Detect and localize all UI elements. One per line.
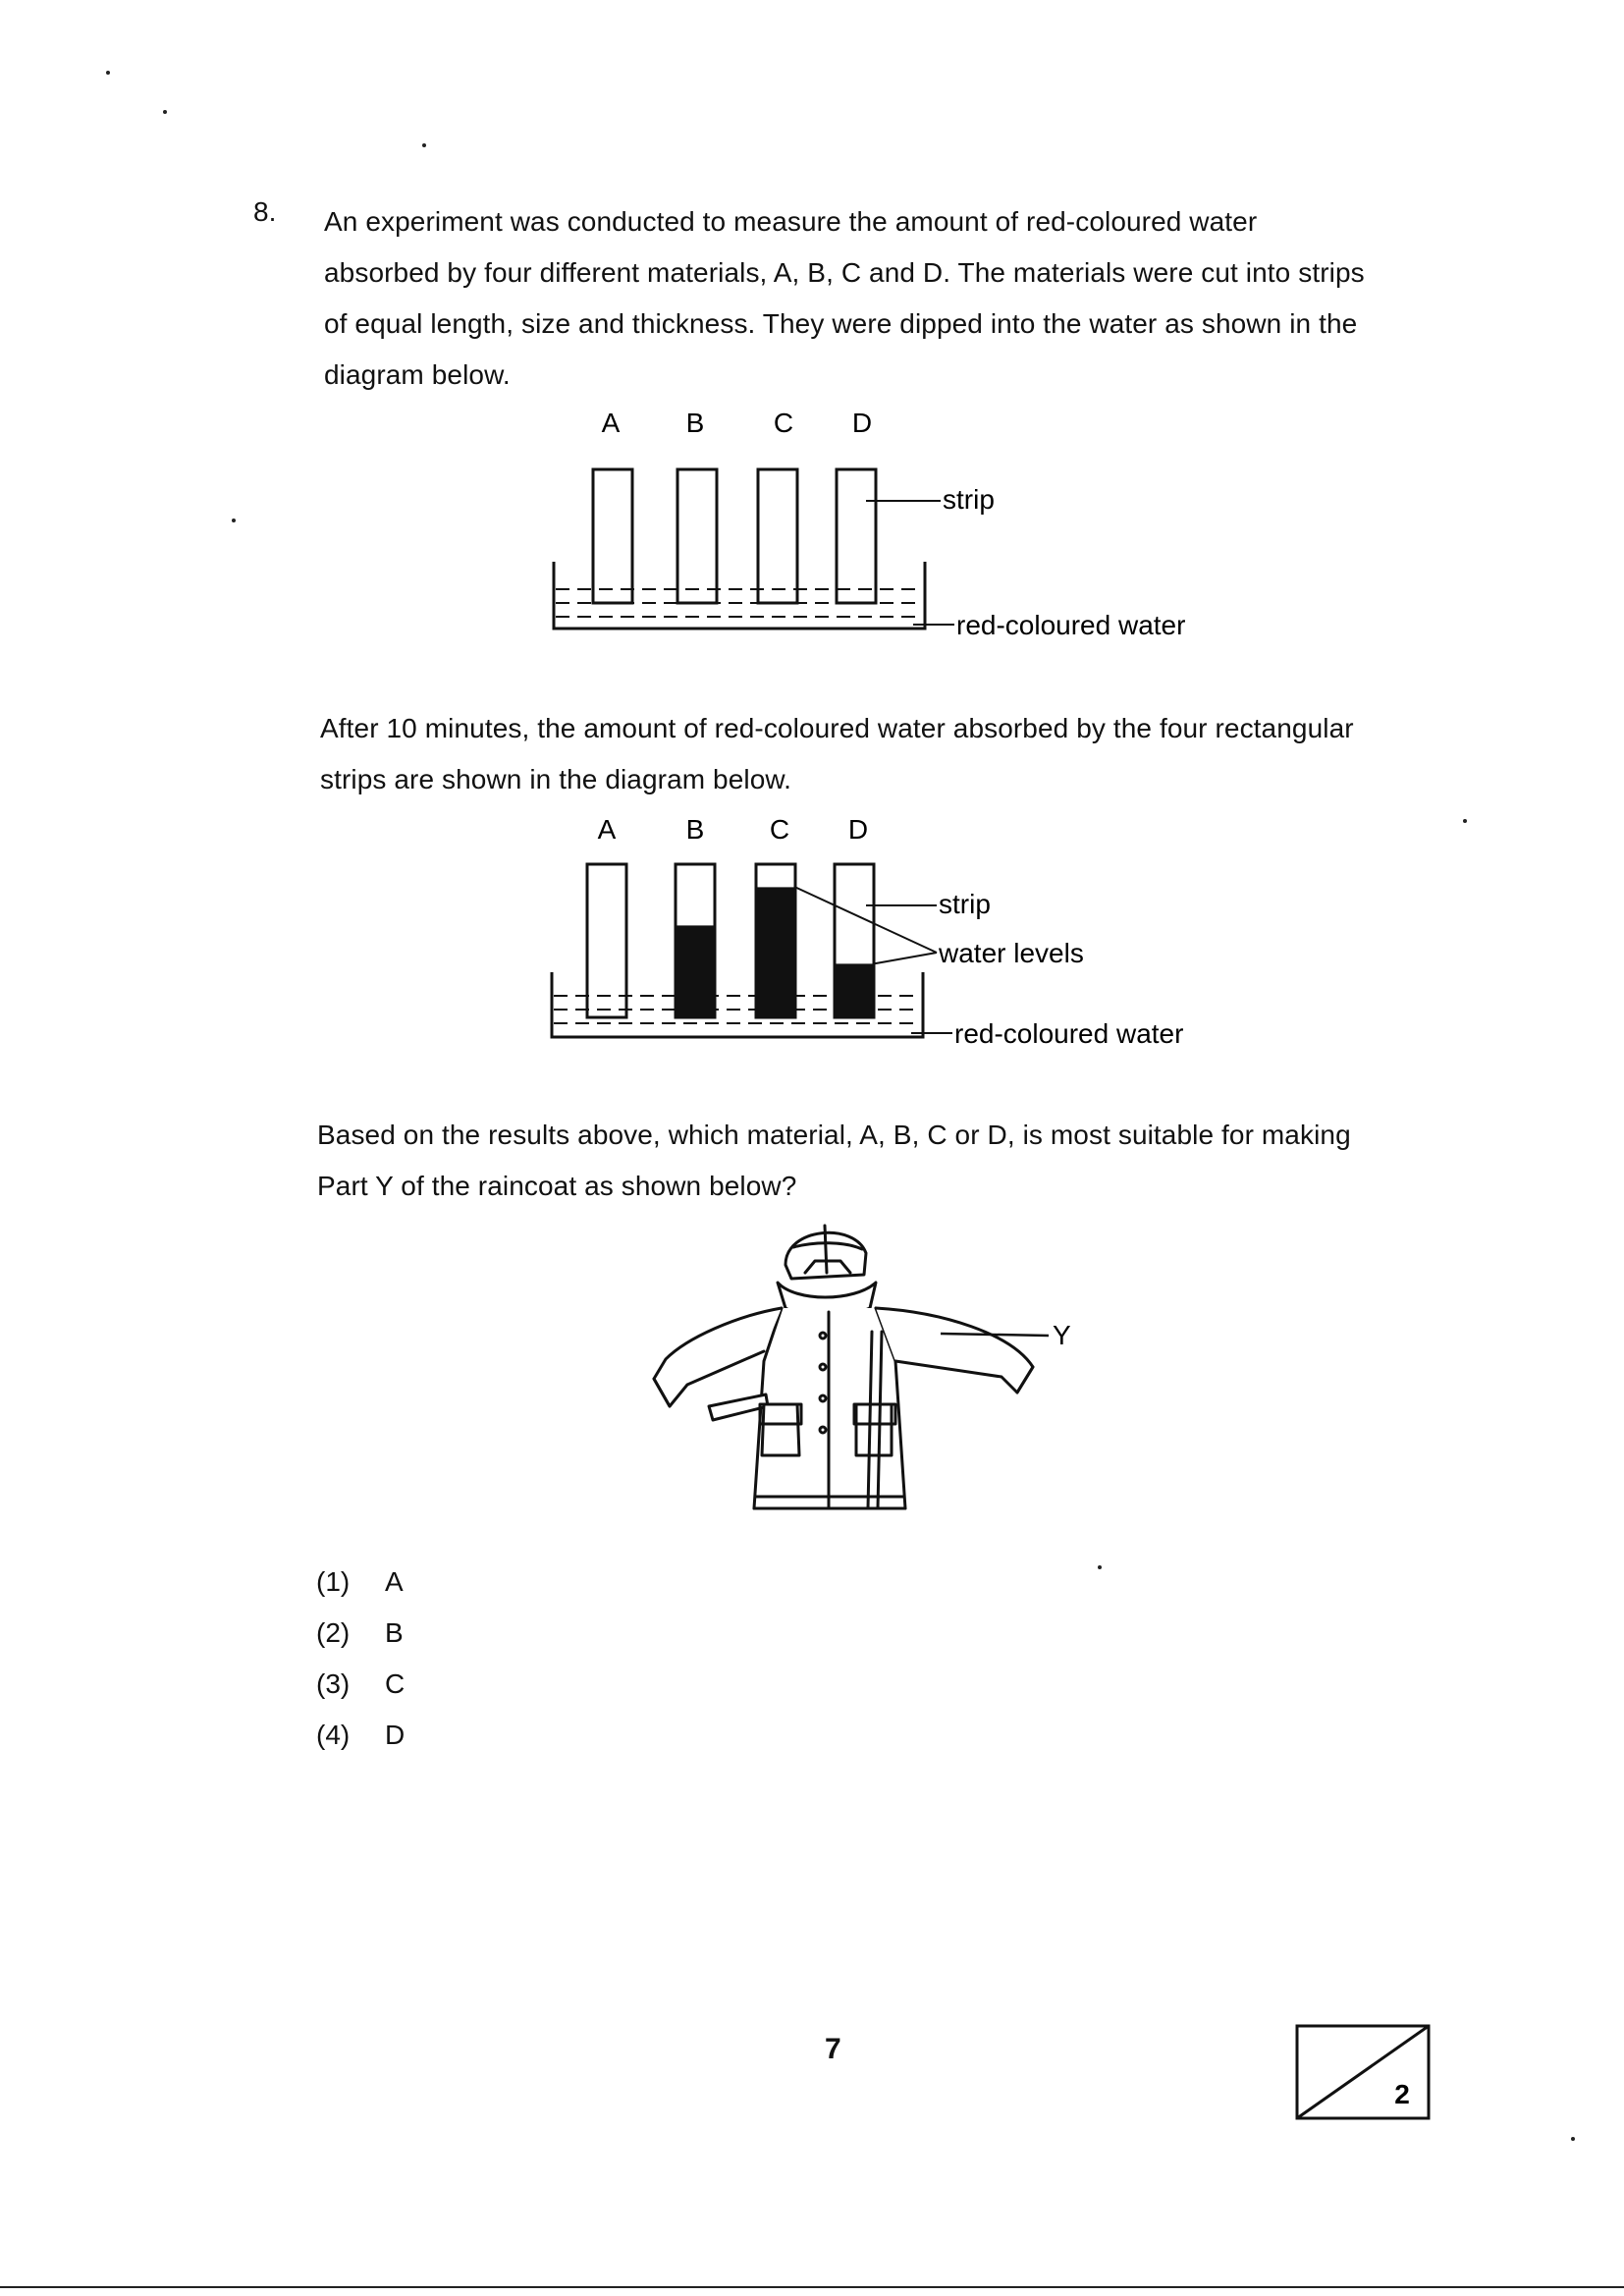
text-line: After 10 minutes, the amount of red-coloured water absorbed by the four rectangular bbox=[320, 713, 1354, 743]
scan-speck bbox=[422, 143, 426, 147]
option-4[interactable] bbox=[316, 1710, 405, 1761]
option-text: C bbox=[385, 1668, 406, 1699]
strip-callout: strip bbox=[939, 889, 991, 919]
option-number: (1) bbox=[316, 1566, 351, 1597]
strip-c bbox=[758, 469, 797, 603]
strip-label-a: A bbox=[597, 814, 617, 845]
strips-diagram-before bbox=[530, 393, 1237, 658]
option-text: D bbox=[385, 1720, 406, 1750]
water-callout: red-coloured water bbox=[956, 610, 1186, 640]
text-line: strips are shown in the diagram below. bbox=[320, 764, 792, 794]
option-text: A bbox=[385, 1566, 404, 1597]
page-number: 7 bbox=[825, 2033, 841, 2065]
question-prompt bbox=[317, 1110, 1441, 1212]
strip-d bbox=[837, 469, 876, 603]
water-levels-callout: water levels bbox=[939, 938, 1084, 968]
strip-b bbox=[677, 469, 717, 603]
scan-speck bbox=[1571, 2137, 1575, 2141]
strip-group bbox=[593, 469, 876, 603]
option-text: B bbox=[385, 1617, 404, 1648]
option-2[interactable] bbox=[316, 1608, 405, 1659]
strip-group bbox=[587, 864, 874, 1017]
strip-label-d: D bbox=[851, 408, 873, 438]
text-line: of equal length, size and thickness. They were dipped into the water as shown in the bbox=[324, 308, 1358, 339]
page-count-box bbox=[1294, 2023, 1432, 2121]
option-number: (2) bbox=[316, 1617, 351, 1648]
option-number: (3) bbox=[316, 1668, 351, 1699]
question-intro bbox=[324, 196, 1432, 401]
strip-a bbox=[593, 469, 632, 603]
page-count-value: 2 bbox=[1394, 2079, 1410, 2109]
strip-label-b: B bbox=[685, 814, 705, 845]
answer-options bbox=[316, 1557, 405, 1761]
strip-label-d: D bbox=[847, 814, 869, 845]
strip-callout: strip bbox=[943, 484, 995, 515]
strip-label-c: C bbox=[769, 814, 790, 845]
scan-speck bbox=[1463, 819, 1467, 823]
text-line: Based on the results above, which material, A, B, C or D, is most suitable for making bbox=[317, 1120, 1351, 1150]
question-number: 8. bbox=[253, 196, 277, 227]
text-line: diagram below. bbox=[324, 359, 511, 390]
option-3[interactable] bbox=[316, 1659, 405, 1710]
strips-diagram-after bbox=[530, 803, 1237, 1059]
absorbed-water-c bbox=[756, 887, 795, 1017]
results-text bbox=[320, 703, 1439, 805]
absorbed-water-b bbox=[676, 925, 715, 1017]
scan-speck bbox=[1098, 1565, 1102, 1569]
strip-label-a: A bbox=[601, 408, 621, 438]
strip-label-c: C bbox=[773, 408, 794, 438]
strip-a bbox=[587, 864, 626, 1017]
text-line: An experiment was conducted to measure the amount of red-coloured water bbox=[324, 206, 1258, 237]
strip-label-b: B bbox=[685, 408, 705, 438]
option-1[interactable] bbox=[316, 1557, 405, 1608]
option-number: (4) bbox=[316, 1720, 351, 1750]
raincoat-illustration bbox=[648, 1214, 1139, 1518]
page-bottom-rule bbox=[0, 2286, 1624, 2288]
water-level-pointer-d bbox=[874, 953, 937, 963]
text-line: absorbed by four different materials, A, B, C and D. The materials were cut into strips bbox=[324, 257, 1365, 288]
scan-speck bbox=[163, 110, 167, 114]
text-line: Part Y of the raincoat as shown below? bbox=[317, 1171, 797, 1201]
part-y-label: Y bbox=[1053, 1320, 1071, 1350]
scan-speck bbox=[232, 519, 236, 522]
water-callout: red-coloured water bbox=[954, 1018, 1184, 1049]
scan-speck bbox=[106, 71, 110, 75]
